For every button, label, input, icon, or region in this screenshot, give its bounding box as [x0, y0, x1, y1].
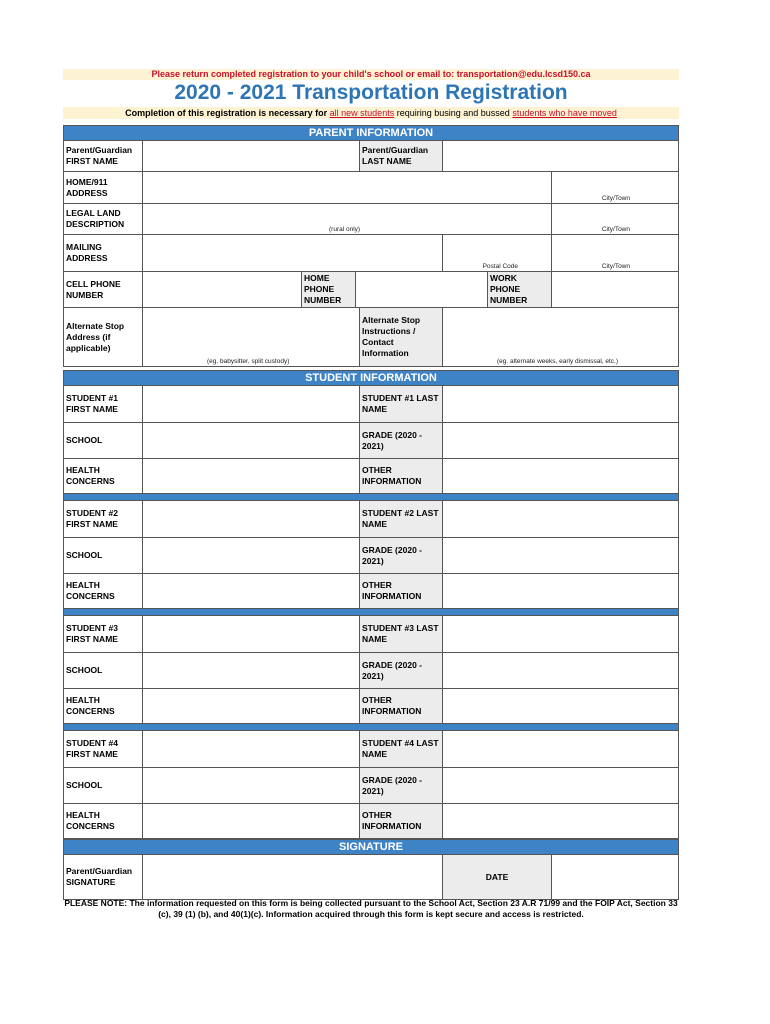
student-1-first-name-field[interactable] [142, 386, 359, 422]
student-3-last-name-label: STUDENT #3 LAST NAME [359, 616, 442, 652]
signature-label: Parent/Guardian SIGNATURE [66, 866, 133, 887]
alternate-stop-field[interactable] [142, 308, 359, 366]
student-1-school-label: SCHOOL [66, 435, 103, 445]
student-4-health-field[interactable] [142, 804, 359, 838]
student-4-first-name-field[interactable] [142, 731, 359, 767]
mailing-city-field[interactable] [551, 235, 678, 271]
cell-phone-field[interactable] [142, 272, 301, 307]
student-4-school-label: SCHOOL [66, 780, 103, 790]
student-2-other-field[interactable] [442, 574, 678, 608]
student-section [63, 370, 679, 900]
alternate-stop-row [64, 308, 678, 366]
student-3-school-row [64, 653, 678, 689]
student-1-school-row [64, 423, 678, 459]
student-3-health-row [64, 689, 678, 724]
alternate-stop-label: Alternate Stop Address (if applicable) [66, 320, 125, 353]
home-phone-field[interactable] [355, 272, 487, 307]
student-2-first-name-label: STUDENT #2 FIRST NAME [66, 508, 118, 529]
student-3-grade-label: GRADE (2020 - 2021) [359, 653, 442, 688]
alternate-instructions-field[interactable] [442, 308, 678, 366]
home-city-field[interactable] [551, 172, 678, 203]
student-3-other-label: OTHER INFORMATION [359, 689, 442, 723]
student-1-last-name-field[interactable] [442, 386, 678, 422]
completion-note-mid: requiring busing and bussed [396, 108, 510, 118]
student-2-first-name-field[interactable] [142, 501, 359, 537]
postal-code-field[interactable] [442, 235, 551, 271]
student-1-grade-field[interactable] [442, 423, 678, 458]
students-moved-link: students who have moved [512, 108, 617, 118]
rural-only-hint: (rural only) [329, 226, 361, 233]
student-2-health-label: HEALTH CONCERNS [66, 580, 115, 601]
parent-heading: PARENT INFORMATION [64, 126, 678, 141]
student-3-last-name-field[interactable] [442, 616, 678, 652]
parent-first-name-label: Parent/Guardian FIRST NAME [66, 145, 133, 166]
mailing-address-field[interactable] [142, 235, 442, 271]
student-2-health-field[interactable] [142, 574, 359, 608]
student-3-grade-field[interactable] [442, 653, 678, 688]
signature-row [64, 855, 678, 899]
student-2-last-name-label: STUDENT #2 LAST NAME [359, 501, 442, 537]
parent-last-name-field[interactable] [442, 141, 678, 171]
student-4-other-field[interactable] [442, 804, 678, 838]
student-4-grade-field[interactable] [442, 768, 678, 803]
work-phone-field[interactable] [551, 272, 678, 307]
completion-note [63, 107, 679, 119]
student-4-first-name-label: STUDENT #4 FIRST NAME [66, 738, 118, 759]
privacy-note: PLEASE NOTE: The information requested on this form is being collected pursuant to the School Act, Section 23 A.R 71/99 and the FOIP Act, Section 33 (c), 39 (1) (b), and 40(1)(c). Information acquired through this form is kept secure and access is restricted. [64, 898, 678, 919]
home-address-field[interactable] [142, 172, 551, 203]
student-2-name-row [64, 501, 678, 538]
parent-section [63, 125, 679, 367]
student-1-health-field[interactable] [142, 459, 359, 493]
student-separator [64, 724, 678, 731]
student-1-school-field[interactable] [142, 423, 359, 458]
student-3-school-field[interactable] [142, 653, 359, 688]
student-4-name-row [64, 731, 678, 768]
all-new-students-link: all new students [329, 108, 395, 118]
student-4-last-name-field[interactable] [442, 731, 678, 767]
student-2-last-name-field[interactable] [442, 501, 678, 537]
alternate-instructions-hint: (eg. alternate weeks, early dismissal, etc.) [497, 358, 619, 365]
student-1-other-field[interactable] [442, 459, 678, 493]
student-3-health-field[interactable] [142, 689, 359, 723]
date-label: DATE [442, 855, 551, 899]
completion-note-prefix: Completion of this registration is necessary for [125, 108, 328, 118]
mailing-address-row [64, 235, 678, 272]
student-2-other-label: OTHER INFORMATION [359, 574, 442, 608]
page-title: 2020 - 2021 Transportation Registration [174, 81, 568, 104]
student-3-first-name-field[interactable] [142, 616, 359, 652]
student-separator [64, 494, 678, 501]
student-4-health-row [64, 804, 678, 839]
cell-phone-label: CELL PHONE NUMBER [66, 278, 121, 300]
student-2-health-row [64, 574, 678, 609]
student-4-health-label: HEALTH CONCERNS [66, 810, 115, 831]
legal-land-label: LEGAL LAND DESCRIPTION [66, 208, 125, 229]
legal-city-field[interactable] [551, 204, 678, 234]
legal-land-row [64, 204, 678, 235]
student-4-school-row [64, 768, 678, 804]
student-4-other-label: OTHER INFORMATION [359, 804, 442, 838]
student-2-grade-label: GRADE (2020 - 2021) [359, 538, 442, 573]
student-1-other-label: OTHER INFORMATION [359, 459, 442, 493]
student-1-health-row [64, 459, 678, 494]
student-2-school-label: SCHOOL [66, 550, 103, 560]
student-3-school-label: SCHOOL [66, 665, 103, 675]
home-address-row [64, 172, 678, 204]
student-2-grade-field[interactable] [442, 538, 678, 573]
work-phone-label: WORK PHONE NUMBER [487, 272, 551, 307]
phone-row [64, 272, 678, 308]
mailing-address-label: MAILING ADDRESS [66, 242, 108, 263]
student-3-other-field[interactable] [442, 689, 678, 723]
student-1-name-row [64, 386, 678, 423]
student-4-grade-label: GRADE (2020 - 2021) [359, 768, 442, 803]
student-3-first-name-label: STUDENT #3 FIRST NAME [66, 623, 118, 644]
home-city-hint: City/Town [601, 195, 630, 202]
student-4-last-name-label: STUDENT #4 LAST NAME [359, 731, 442, 767]
student-3-health-label: HEALTH CONCERNS [66, 695, 115, 716]
student-1-last-name-label: STUDENT #1 LAST NAME [359, 386, 442, 422]
student-1-grade-label: GRADE (2020 - 2021) [359, 423, 442, 458]
signature-heading: SIGNATURE [64, 839, 678, 855]
student-4-school-field[interactable] [142, 768, 359, 803]
student-heading: STUDENT INFORMATION [64, 371, 678, 386]
student-separator [64, 609, 678, 616]
parent-name-row [64, 141, 678, 172]
student-2-school-row [64, 538, 678, 574]
home-address-label: HOME/911 ADDRESS [66, 176, 108, 198]
legal-city-hint: City/Town [601, 226, 630, 233]
student-3-name-row [64, 616, 678, 653]
student-2-school-field[interactable] [142, 538, 359, 573]
alternate-instructions-label: Alternate Stop Instructions / Contact Information [359, 308, 442, 366]
parent-first-name-field[interactable] [142, 141, 359, 171]
mailing-city-hint: City/Town [601, 263, 630, 270]
date-field[interactable] [551, 855, 678, 899]
student-1-health-label: HEALTH CONCERNS [66, 465, 115, 486]
student-1-first-name-label: STUDENT #1 FIRST NAME [66, 393, 118, 414]
legal-land-field[interactable] [142, 204, 551, 234]
alternate-stop-hint: (eg. babysitter, split custody) [207, 358, 290, 365]
return-note: Please return completed registration to your child's school or email to: transportation@edu.lcsd150.ca [63, 69, 679, 80]
postal-code-hint: Postal Code [482, 263, 518, 270]
signature-field[interactable] [142, 855, 442, 899]
parent-last-name-label: Parent/Guardian LAST NAME [359, 141, 442, 171]
home-phone-label: HOME PHONE NUMBER [301, 272, 355, 307]
